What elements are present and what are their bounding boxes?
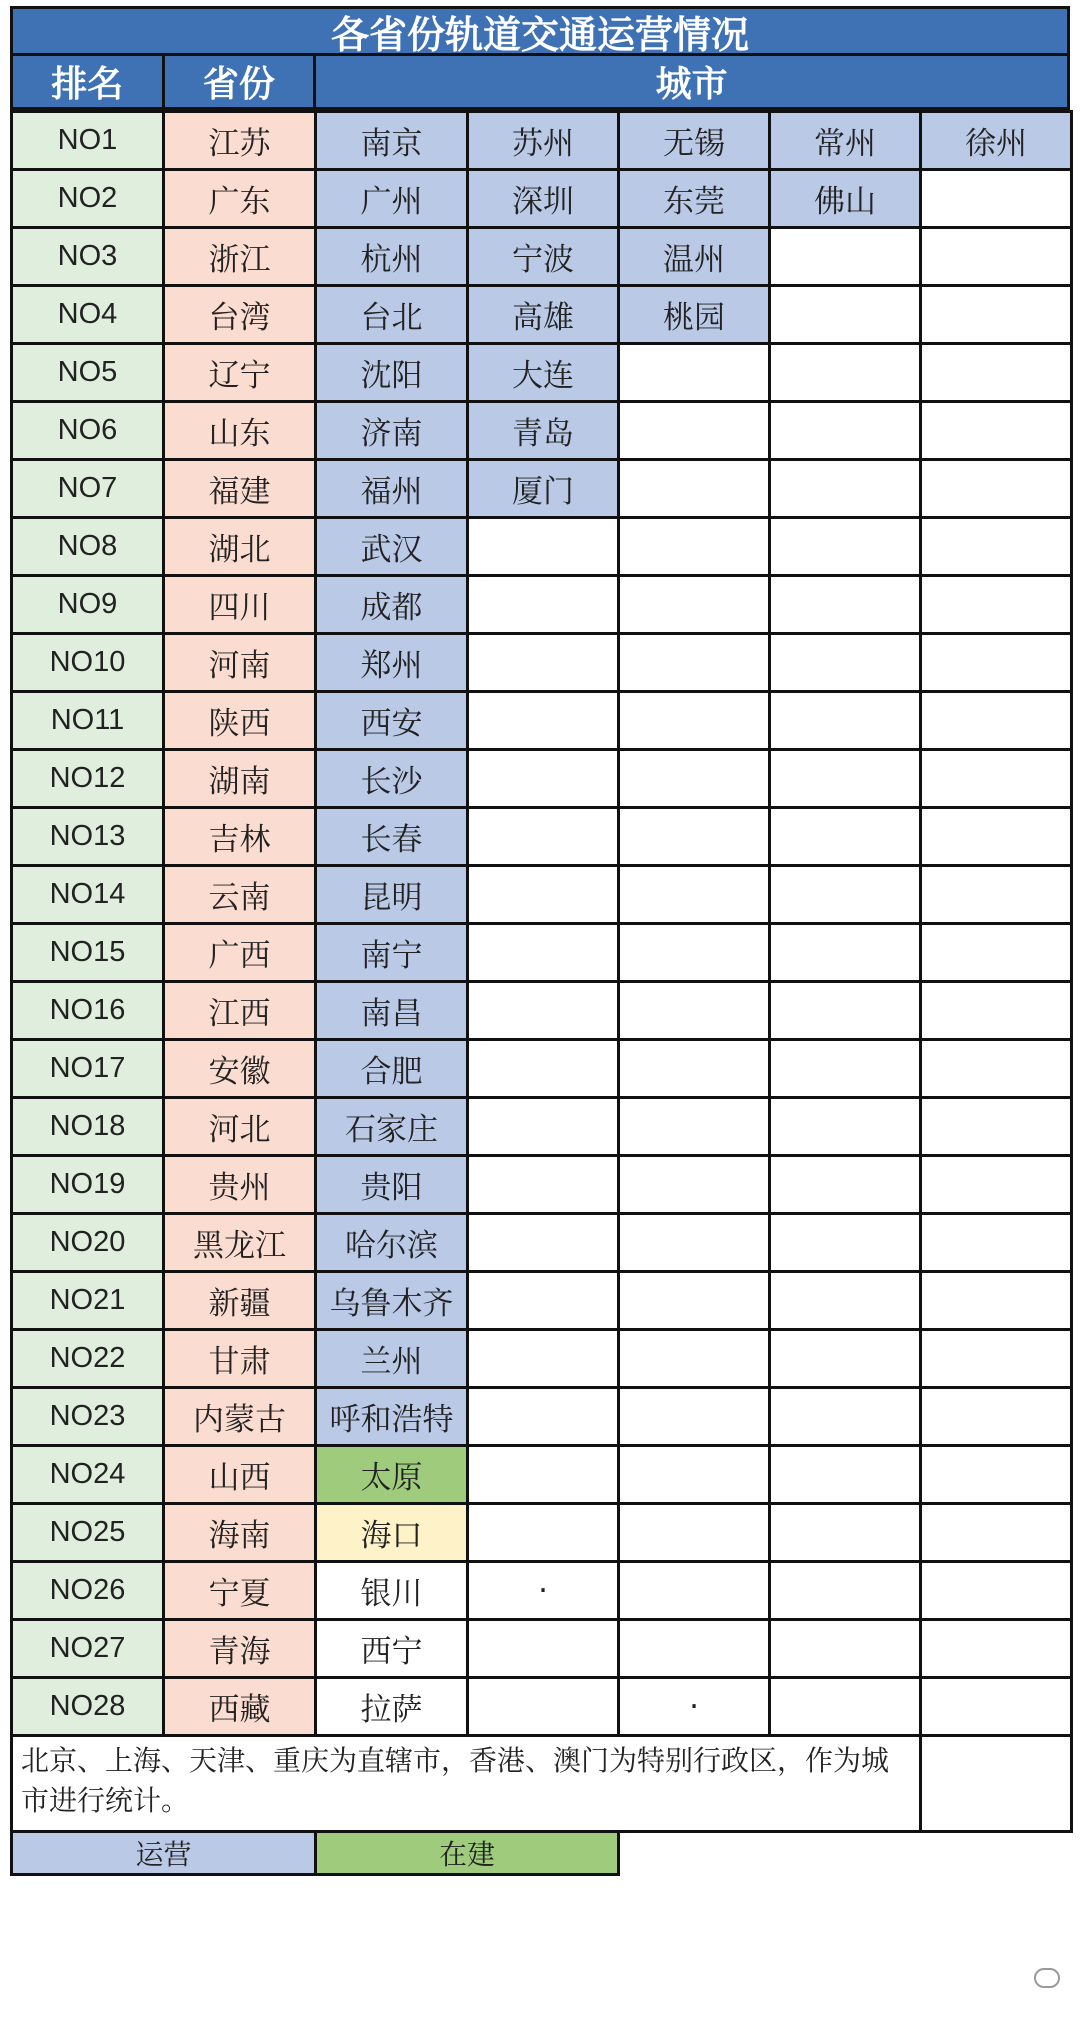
table-body	[12, 112, 1072, 1875]
city-cell	[468, 634, 619, 692]
city-cell: 宁波	[468, 228, 619, 286]
province-cell: 湖北	[164, 518, 316, 576]
city-cell	[468, 982, 619, 1040]
table-row	[12, 924, 1072, 982]
city-cell	[468, 1156, 619, 1214]
city-cell	[921, 866, 1072, 924]
table-row	[12, 170, 1072, 228]
city-cell	[619, 344, 770, 402]
province-cell: 广西	[164, 924, 316, 982]
city-cell	[921, 1446, 1072, 1504]
city-cell: 福州	[316, 460, 468, 518]
city-cell	[921, 692, 1072, 750]
city-cell	[619, 1504, 770, 1562]
legend-operating: 运营	[12, 1832, 316, 1875]
city-cell	[770, 1504, 921, 1562]
city-cell	[619, 1562, 770, 1620]
province-cell: 宁夏	[164, 1562, 316, 1620]
city-cell: 郑州	[316, 634, 468, 692]
city-cell	[468, 1620, 619, 1678]
rank-header: 排名	[13, 56, 165, 110]
city-cell	[770, 228, 921, 286]
province-cell: 辽宁	[164, 344, 316, 402]
table-row	[12, 1446, 1072, 1504]
rank-cell: NO24	[12, 1446, 164, 1504]
city-cell: 南昌	[316, 982, 468, 1040]
city-cell	[770, 1272, 921, 1330]
table-row	[12, 1272, 1072, 1330]
city-cell: 长春	[316, 808, 468, 866]
province-header: 省份	[165, 56, 317, 110]
city-cell	[921, 1214, 1072, 1272]
table-row	[12, 808, 1072, 866]
province-cell: 陕西	[164, 692, 316, 750]
city-cell: 深圳	[468, 170, 619, 228]
legend-building: 在建	[316, 1832, 619, 1875]
city-cell: 成都	[316, 576, 468, 634]
city-cell	[921, 924, 1072, 982]
rank-cell: NO27	[12, 1620, 164, 1678]
note-blank-cell	[921, 1736, 1072, 1832]
rank-cell: NO1	[12, 112, 164, 170]
table-row	[12, 1156, 1072, 1214]
city-cell: 广州	[316, 170, 468, 228]
province-cell: 内蒙古	[164, 1388, 316, 1446]
province-cell: 黑龙江	[164, 1214, 316, 1272]
city-cell	[619, 1156, 770, 1214]
rank-cell: NO19	[12, 1156, 164, 1214]
city-cell	[921, 1504, 1072, 1562]
city-cell	[770, 982, 921, 1040]
city-cell	[468, 1504, 619, 1562]
city-cell	[619, 1214, 770, 1272]
city-cell: 杭州	[316, 228, 468, 286]
table-title: 各省份轨道交通运营情况	[10, 6, 1070, 56]
city-cell	[468, 1040, 619, 1098]
rank-cell: NO9	[12, 576, 164, 634]
city-cell	[619, 924, 770, 982]
city-cell: 佛山	[770, 170, 921, 228]
city-cell	[770, 286, 921, 344]
city-cell: 南宁	[316, 924, 468, 982]
city-header: 城市	[316, 56, 1070, 110]
city-cell: 西安	[316, 692, 468, 750]
city-cell	[468, 1446, 619, 1504]
city-cell	[468, 1678, 619, 1736]
city-cell	[770, 1156, 921, 1214]
rank-cell: NO6	[12, 402, 164, 460]
city-cell	[468, 1330, 619, 1388]
rank-cell: NO15	[12, 924, 164, 982]
city-cell	[619, 576, 770, 634]
province-cell: 福建	[164, 460, 316, 518]
header-row	[10, 56, 1070, 110]
city-cell	[921, 1388, 1072, 1446]
city-cell	[468, 692, 619, 750]
city-cell	[770, 1330, 921, 1388]
city-cell	[619, 1330, 770, 1388]
data-table	[10, 110, 1073, 1876]
city-cell	[921, 808, 1072, 866]
legend-row	[12, 1832, 1072, 1875]
province-cell: 湖南	[164, 750, 316, 808]
city-cell: 高雄	[468, 286, 619, 344]
city-cell: 温州	[619, 228, 770, 286]
city-cell: 贵阳	[316, 1156, 468, 1214]
table-row	[12, 576, 1072, 634]
city-cell	[770, 1214, 921, 1272]
city-cell	[770, 576, 921, 634]
rank-cell: NO20	[12, 1214, 164, 1272]
province-cell: 广东	[164, 170, 316, 228]
rank-cell: NO25	[12, 1504, 164, 1562]
table-row	[12, 1098, 1072, 1156]
province-cell: 安徽	[164, 1040, 316, 1098]
city-cell	[921, 750, 1072, 808]
city-cell: 大连	[468, 344, 619, 402]
city-cell	[770, 1040, 921, 1098]
city-cell	[921, 1620, 1072, 1678]
province-cell: 浙江	[164, 228, 316, 286]
note-text: 北京、上海、天津、重庆为直辖市，香港、澳门为特别行政区，作为城市进行统计。	[12, 1736, 921, 1832]
city-cell: 呼和浩特	[316, 1388, 468, 1446]
city-cell	[468, 1214, 619, 1272]
city-cell	[770, 866, 921, 924]
city-cell: 徐州	[921, 112, 1072, 170]
rank-cell: NO26	[12, 1562, 164, 1620]
province-cell: 江苏	[164, 112, 316, 170]
city-cell: 苏州	[468, 112, 619, 170]
city-cell	[468, 808, 619, 866]
city-cell	[921, 518, 1072, 576]
city-cell	[770, 1098, 921, 1156]
city-cell	[619, 402, 770, 460]
province-cell: 西藏	[164, 1678, 316, 1736]
city-cell: 济南	[316, 402, 468, 460]
city-cell: 常州	[770, 112, 921, 170]
city-cell: 台北	[316, 286, 468, 344]
table-row	[12, 286, 1072, 344]
city-cell	[619, 460, 770, 518]
city-cell	[921, 1330, 1072, 1388]
city-cell: 兰州	[316, 1330, 468, 1388]
city-cell	[921, 460, 1072, 518]
city-cell	[619, 1620, 770, 1678]
rank-cell: NO11	[12, 692, 164, 750]
province-cell: 河南	[164, 634, 316, 692]
city-cell: 石家庄	[316, 1098, 468, 1156]
watermark	[1034, 1968, 1060, 1988]
rank-cell: NO8	[12, 518, 164, 576]
city-cell	[770, 1446, 921, 1504]
city-cell	[921, 344, 1072, 402]
city-cell: 拉萨	[316, 1678, 468, 1736]
city-cell	[921, 1562, 1072, 1620]
city-cell: 合肥	[316, 1040, 468, 1098]
city-cell	[770, 1388, 921, 1446]
table-row	[12, 228, 1072, 286]
city-cell: 海口	[316, 1504, 468, 1562]
province-cell: 台湾	[164, 286, 316, 344]
table-row	[12, 1214, 1072, 1272]
city-cell	[468, 1272, 619, 1330]
table-row	[12, 634, 1072, 692]
city-cell	[770, 634, 921, 692]
city-cell	[619, 1446, 770, 1504]
city-cell: 青岛	[468, 402, 619, 460]
province-cell: 河北	[164, 1098, 316, 1156]
city-cell: 武汉	[316, 518, 468, 576]
city-cell	[770, 692, 921, 750]
city-cell	[468, 1098, 619, 1156]
city-cell	[921, 576, 1072, 634]
province-cell: 海南	[164, 1504, 316, 1562]
city-cell	[619, 518, 770, 576]
chat-bubble-icon	[1034, 1968, 1060, 1988]
table-row	[12, 750, 1072, 808]
city-cell: 银川	[316, 1562, 468, 1620]
rank-cell: NO2	[12, 170, 164, 228]
rank-cell: NO22	[12, 1330, 164, 1388]
rank-cell: NO12	[12, 750, 164, 808]
city-cell: 厦门	[468, 460, 619, 518]
city-cell	[921, 1678, 1072, 1736]
city-cell	[921, 286, 1072, 344]
rank-cell: NO14	[12, 866, 164, 924]
province-cell: 山东	[164, 402, 316, 460]
province-cell: 云南	[164, 866, 316, 924]
table-row	[12, 460, 1072, 518]
province-cell: 新疆	[164, 1272, 316, 1330]
legend-blank	[619, 1832, 1072, 1875]
table-row	[12, 1504, 1072, 1562]
city-cell	[468, 576, 619, 634]
province-cell: 吉林	[164, 808, 316, 866]
city-cell	[921, 1098, 1072, 1156]
city-cell	[468, 1388, 619, 1446]
table-row	[12, 344, 1072, 402]
rank-cell: NO7	[12, 460, 164, 518]
rank-cell: NO17	[12, 1040, 164, 1098]
province-cell: 江西	[164, 982, 316, 1040]
city-cell: 西宁	[316, 1620, 468, 1678]
rail-transit-table	[10, 6, 1070, 1876]
city-cell: 南京	[316, 112, 468, 170]
city-cell	[921, 1040, 1072, 1098]
city-cell	[770, 460, 921, 518]
city-cell	[619, 1272, 770, 1330]
rank-cell: NO3	[12, 228, 164, 286]
city-cell	[770, 924, 921, 982]
city-cell: 沈阳	[316, 344, 468, 402]
rank-cell: NO5	[12, 344, 164, 402]
province-cell: 贵州	[164, 1156, 316, 1214]
city-cell	[619, 1388, 770, 1446]
table-row	[12, 1678, 1072, 1736]
city-cell: 太原	[316, 1446, 468, 1504]
city-cell: ·	[468, 1562, 619, 1620]
city-cell: 桃园	[619, 286, 770, 344]
city-cell	[619, 750, 770, 808]
province-cell: 甘肃	[164, 1330, 316, 1388]
table-row	[12, 982, 1072, 1040]
city-cell: ·	[619, 1678, 770, 1736]
note-row	[12, 1736, 1072, 1832]
city-cell: 东莞	[619, 170, 770, 228]
province-cell: 青海	[164, 1620, 316, 1678]
rank-cell: NO28	[12, 1678, 164, 1736]
city-cell: 昆明	[316, 866, 468, 924]
table-row	[12, 692, 1072, 750]
city-cell	[619, 692, 770, 750]
rank-cell: NO4	[12, 286, 164, 344]
rank-cell: NO10	[12, 634, 164, 692]
table-row	[12, 1562, 1072, 1620]
city-cell	[770, 518, 921, 576]
city-cell	[921, 170, 1072, 228]
rank-cell: NO13	[12, 808, 164, 866]
city-cell	[770, 1562, 921, 1620]
city-cell	[468, 924, 619, 982]
city-cell: 长沙	[316, 750, 468, 808]
city-cell	[468, 866, 619, 924]
city-cell	[770, 402, 921, 460]
city-cell	[468, 518, 619, 576]
rank-cell: NO21	[12, 1272, 164, 1330]
city-cell	[619, 1098, 770, 1156]
table-row	[12, 866, 1072, 924]
city-cell: 无锡	[619, 112, 770, 170]
city-cell	[770, 808, 921, 866]
city-cell	[468, 750, 619, 808]
city-cell	[921, 228, 1072, 286]
city-cell	[619, 1040, 770, 1098]
city-cell	[921, 982, 1072, 1040]
city-cell	[921, 1272, 1072, 1330]
city-cell: 乌鲁木齐	[316, 1272, 468, 1330]
table-row	[12, 518, 1072, 576]
rank-cell: NO23	[12, 1388, 164, 1446]
city-cell	[619, 982, 770, 1040]
table-row	[12, 1330, 1072, 1388]
province-cell: 四川	[164, 576, 316, 634]
city-cell	[921, 1156, 1072, 1214]
table-row	[12, 112, 1072, 170]
city-cell	[770, 344, 921, 402]
table-row	[12, 1620, 1072, 1678]
city-cell	[619, 866, 770, 924]
rank-cell: NO16	[12, 982, 164, 1040]
rank-cell: NO18	[12, 1098, 164, 1156]
city-cell: 哈尔滨	[316, 1214, 468, 1272]
table-row	[12, 402, 1072, 460]
city-cell	[770, 1678, 921, 1736]
city-cell	[619, 808, 770, 866]
city-cell	[921, 402, 1072, 460]
table-row	[12, 1388, 1072, 1446]
city-cell	[921, 634, 1072, 692]
city-cell	[770, 1620, 921, 1678]
city-cell	[770, 750, 921, 808]
province-cell: 山西	[164, 1446, 316, 1504]
city-cell	[619, 634, 770, 692]
table-row	[12, 1040, 1072, 1098]
